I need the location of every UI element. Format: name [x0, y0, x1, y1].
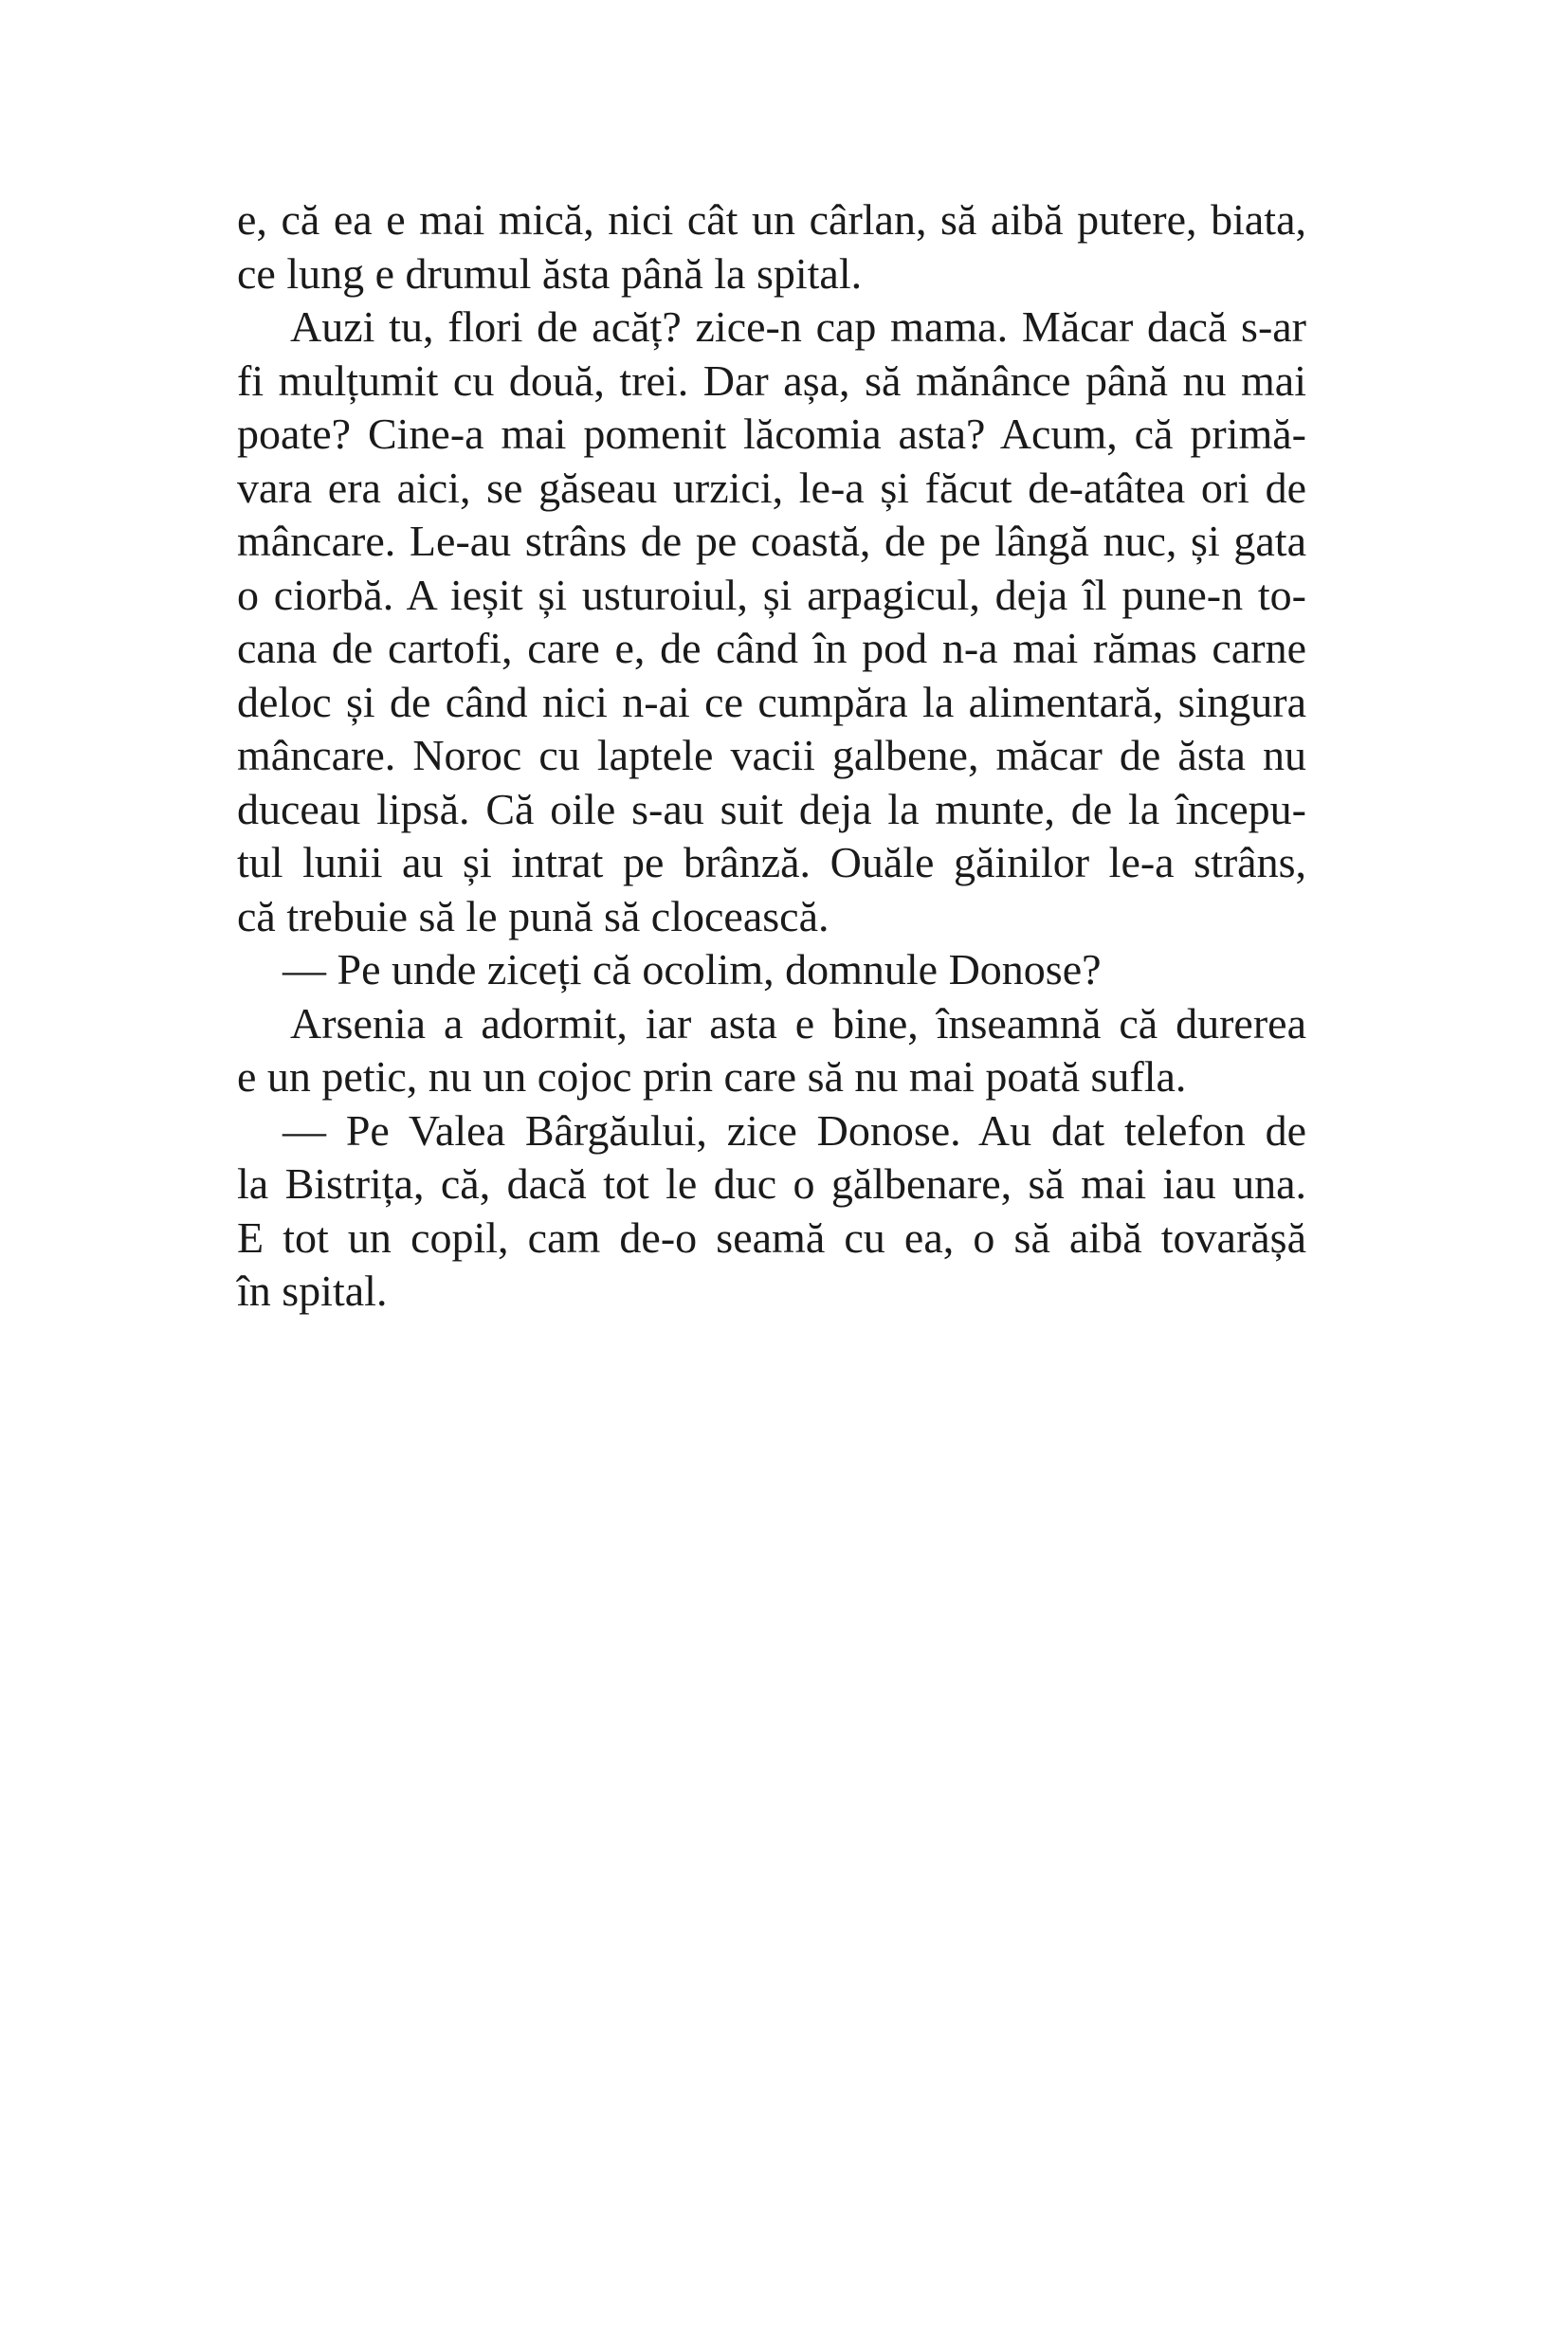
- text-line: E tot un copil, cam de-o seamă cu ea, o să aibă tovarășă: [237, 1212, 1306, 1262]
- text-line: poate? Cine-a mai pomenit lăcomia asta? Acum, că primă-: [237, 410, 1306, 458]
- text-line: mâncare. Le-au strâns de pe coastă, de pe lângă nuc, și gata: [237, 517, 1306, 565]
- dialogue-line: — Pe Valea Bârgăului, zice Donose. Au dat telefon de: [283, 1105, 1306, 1155]
- text-line: deloc și de când nici n-ai ce cumpăra la alimentară, singura: [237, 677, 1306, 726]
- text-line: în spital.: [237, 1267, 388, 1315]
- text-line: cana de cartofi, care e, de când în pod n-a mai rămas carne: [237, 624, 1306, 672]
- text-line: la Bistrița, că, dacă tot le duc o gălbenare, să mai iau una.: [237, 1159, 1306, 1208]
- page-text-block: [237, 193, 1306, 1319]
- text-line: duceau lipsă. Că oile s-au suit deja la munte, de la începu-: [237, 784, 1306, 833]
- text-line: tul lunii au și intrat pe brânză. Ouăle găinilor le-a strâns,: [237, 838, 1306, 886]
- text-line: că trebuie să le pună să clocească.: [237, 891, 830, 940]
- text-line: e, că ea e mai mică, nici cât un cârlan, să aibă putere, biata,: [237, 195, 1306, 244]
- text-line: mâncare. Noroc cu laptele vacii galbene, măcar de ăsta nu: [237, 731, 1306, 779]
- text-line: ce lung e drumul ăsta până la spital.: [237, 248, 863, 298]
- text-line: Arsenia a adormit, iar asta e bine, înseamnă că durerea: [290, 998, 1306, 1048]
- text-line: e un petic, nu un cojoc prin care să nu mai poată sufla.: [237, 1052, 1187, 1101]
- text-line: fi mulțumit cu două, trei. Dar așa, să mănânce până nu mai: [237, 355, 1306, 405]
- text-line: vara era aici, se găseau urzici, le-a și făcut de-atâtea ori de: [237, 463, 1306, 512]
- dialogue-line: — Pe unde ziceți că ocolim, domnule Donose?: [283, 945, 1102, 993]
- text-line: o ciorbă. A ieșit și usturoiul, și arpagicul, deja îl pune-n to-: [237, 570, 1306, 619]
- text-line: Auzi tu, flori de acăț? zice-n cap mama. Măcar dacă s-ar: [290, 302, 1306, 351]
